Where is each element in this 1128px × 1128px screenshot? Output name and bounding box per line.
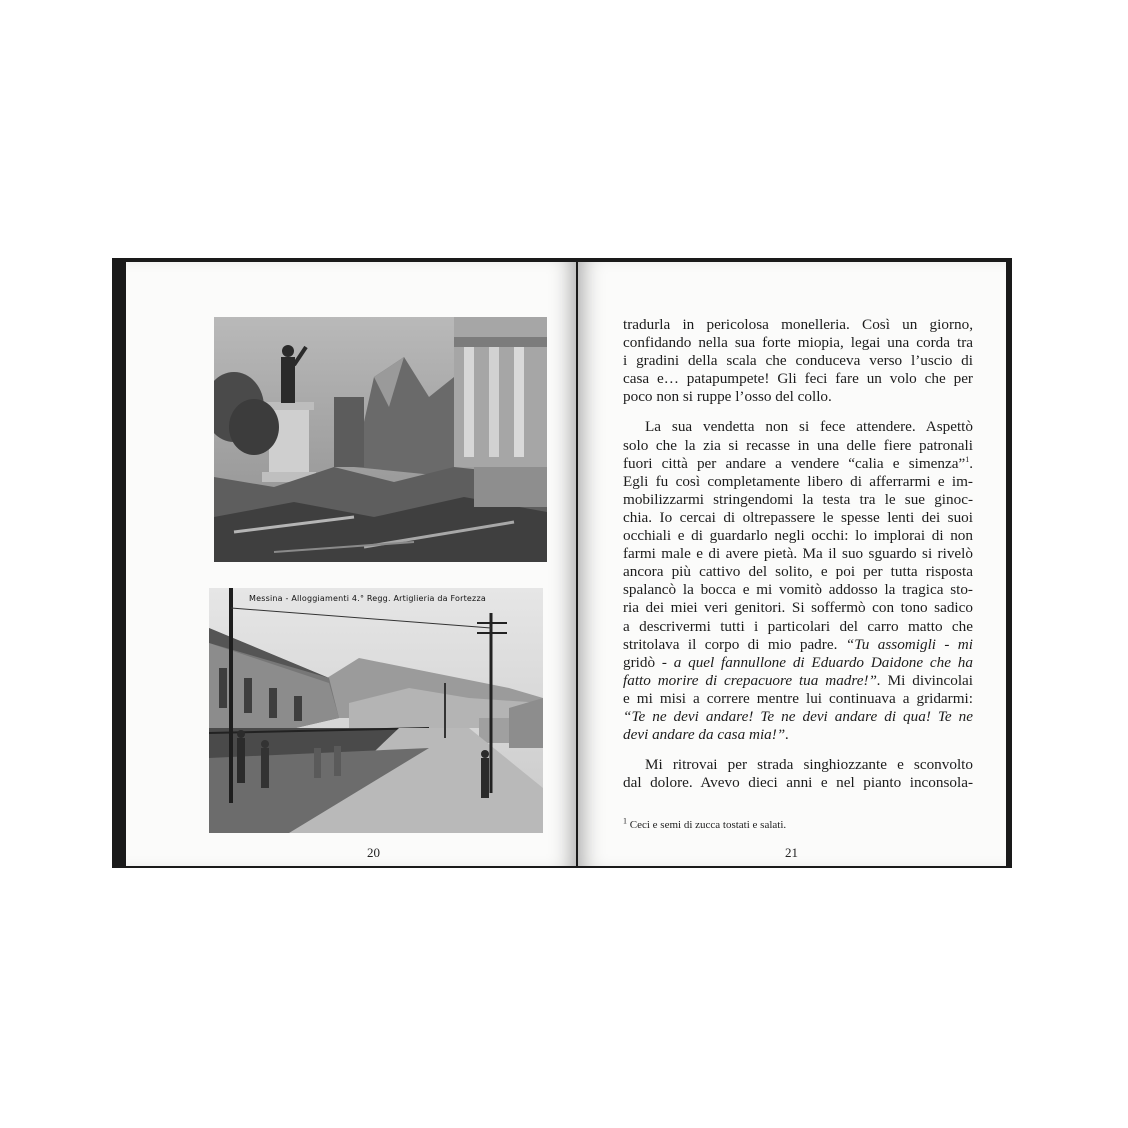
text-line xyxy=(623,708,973,726)
text-line: spalancò la bocca e mi vomitò addosso la tragica sto- xyxy=(623,581,973,599)
text-line: casa e… patapumpete! Gli feci fare un volo che per xyxy=(623,370,973,388)
page-number-right: 21 xyxy=(785,845,798,860)
text-line: dal dolore. Avevo dieci anni e nel pianto inconsola- xyxy=(623,774,973,792)
text-fragment: fuori città per andare a vendere “calia e simenza” xyxy=(623,454,966,472)
text-line: mobilizzarmi stringendomi la testa tra le sue ginoc- xyxy=(623,490,973,508)
quote-fragment: “Te ne devi andare! Te ne devi andare di qua! Te ne xyxy=(623,707,973,725)
ruins-illustration xyxy=(214,317,547,562)
paragraph-1 xyxy=(623,316,973,406)
text-line: a descrivermi tutti i particolari del carro matto che xyxy=(623,617,973,635)
barracks-illustration xyxy=(209,588,543,833)
quote-fragment: devi andare da casa mia!”. xyxy=(623,726,790,744)
photo-earthquake-ruins xyxy=(214,317,547,562)
quote-fragment: a quel fannullone di Eduardo Daidone che ha xyxy=(673,653,973,671)
text-line: ria dei miei veri genitori. Si soffermò con tono sadico xyxy=(623,599,973,617)
paragraph-3 xyxy=(623,756,973,792)
footnote xyxy=(623,816,787,831)
body-text xyxy=(623,316,973,792)
text-line: solo che la zia si recasse in una delle fiere patronali xyxy=(623,436,973,454)
quote-fragment: fatto morire di crepacuore tua madre!”. xyxy=(623,671,881,689)
text-line: fuori città per andare a vendere “calia e simenza”$^1$. xyxy=(623,454,973,472)
book-spread xyxy=(112,258,1012,868)
footnote-marker: 1 xyxy=(965,454,970,464)
page-number-left: 20 xyxy=(367,845,380,860)
text-fragment: Mi divincolai xyxy=(880,671,974,689)
right-page xyxy=(578,262,1006,866)
footnote-number: 1 xyxy=(623,816,627,826)
text-line: Mi ritrovai per strada singhiozzante e sconvolto xyxy=(645,756,973,774)
text-line: occhiali e di guardarlo negli occhi: lo implorai di non xyxy=(623,527,973,545)
text-line xyxy=(623,654,973,672)
text-line xyxy=(623,726,973,744)
quote-fragment: “Tu assomigli - mi xyxy=(845,635,973,653)
text-line: i gradini della scala che conduceva verso l’uscio di xyxy=(623,352,973,370)
text-fragment: stritolava il corpo di mio padre. xyxy=(623,635,838,653)
text-line: La sua vendetta non si fece attendere. Aspettò xyxy=(645,418,973,436)
text-line: e mi misi a correre mentre lui continuava a gridarmi: xyxy=(623,689,973,707)
photo-messina-barracks xyxy=(209,588,543,833)
text-line: Egli fu così completamente libero di afferrarmi e im- xyxy=(623,472,973,490)
text-line: ancora più cattivo del solito, e poi per tutta risposta xyxy=(623,563,973,581)
text-line: confidando nella sua forte miopia, legai una corda tra xyxy=(623,334,973,352)
text-line xyxy=(623,672,973,690)
photo-caption: Messina - Alloggiamenti 4.° Regg. Artiglieria da Fortezza xyxy=(249,594,486,603)
text-fragment: gridò - xyxy=(623,653,674,671)
text-line: chia. Io cercai di oltrepassere le spesse lenti dei suoi xyxy=(623,508,973,526)
left-page xyxy=(126,262,576,866)
text-line: poco non si ruppe l’osso del collo. xyxy=(623,388,832,406)
text-line xyxy=(623,636,973,654)
footnote-text: Ceci e semi di zucca tostati e salati. xyxy=(629,819,787,831)
text-line: tradurla in pericolosa monelleria. Così un giorno, xyxy=(623,316,973,333)
text-line: farmi male e di avere pietà. Ma il suo sguardo si rivelò xyxy=(623,545,973,563)
paragraph-2 xyxy=(623,418,973,744)
